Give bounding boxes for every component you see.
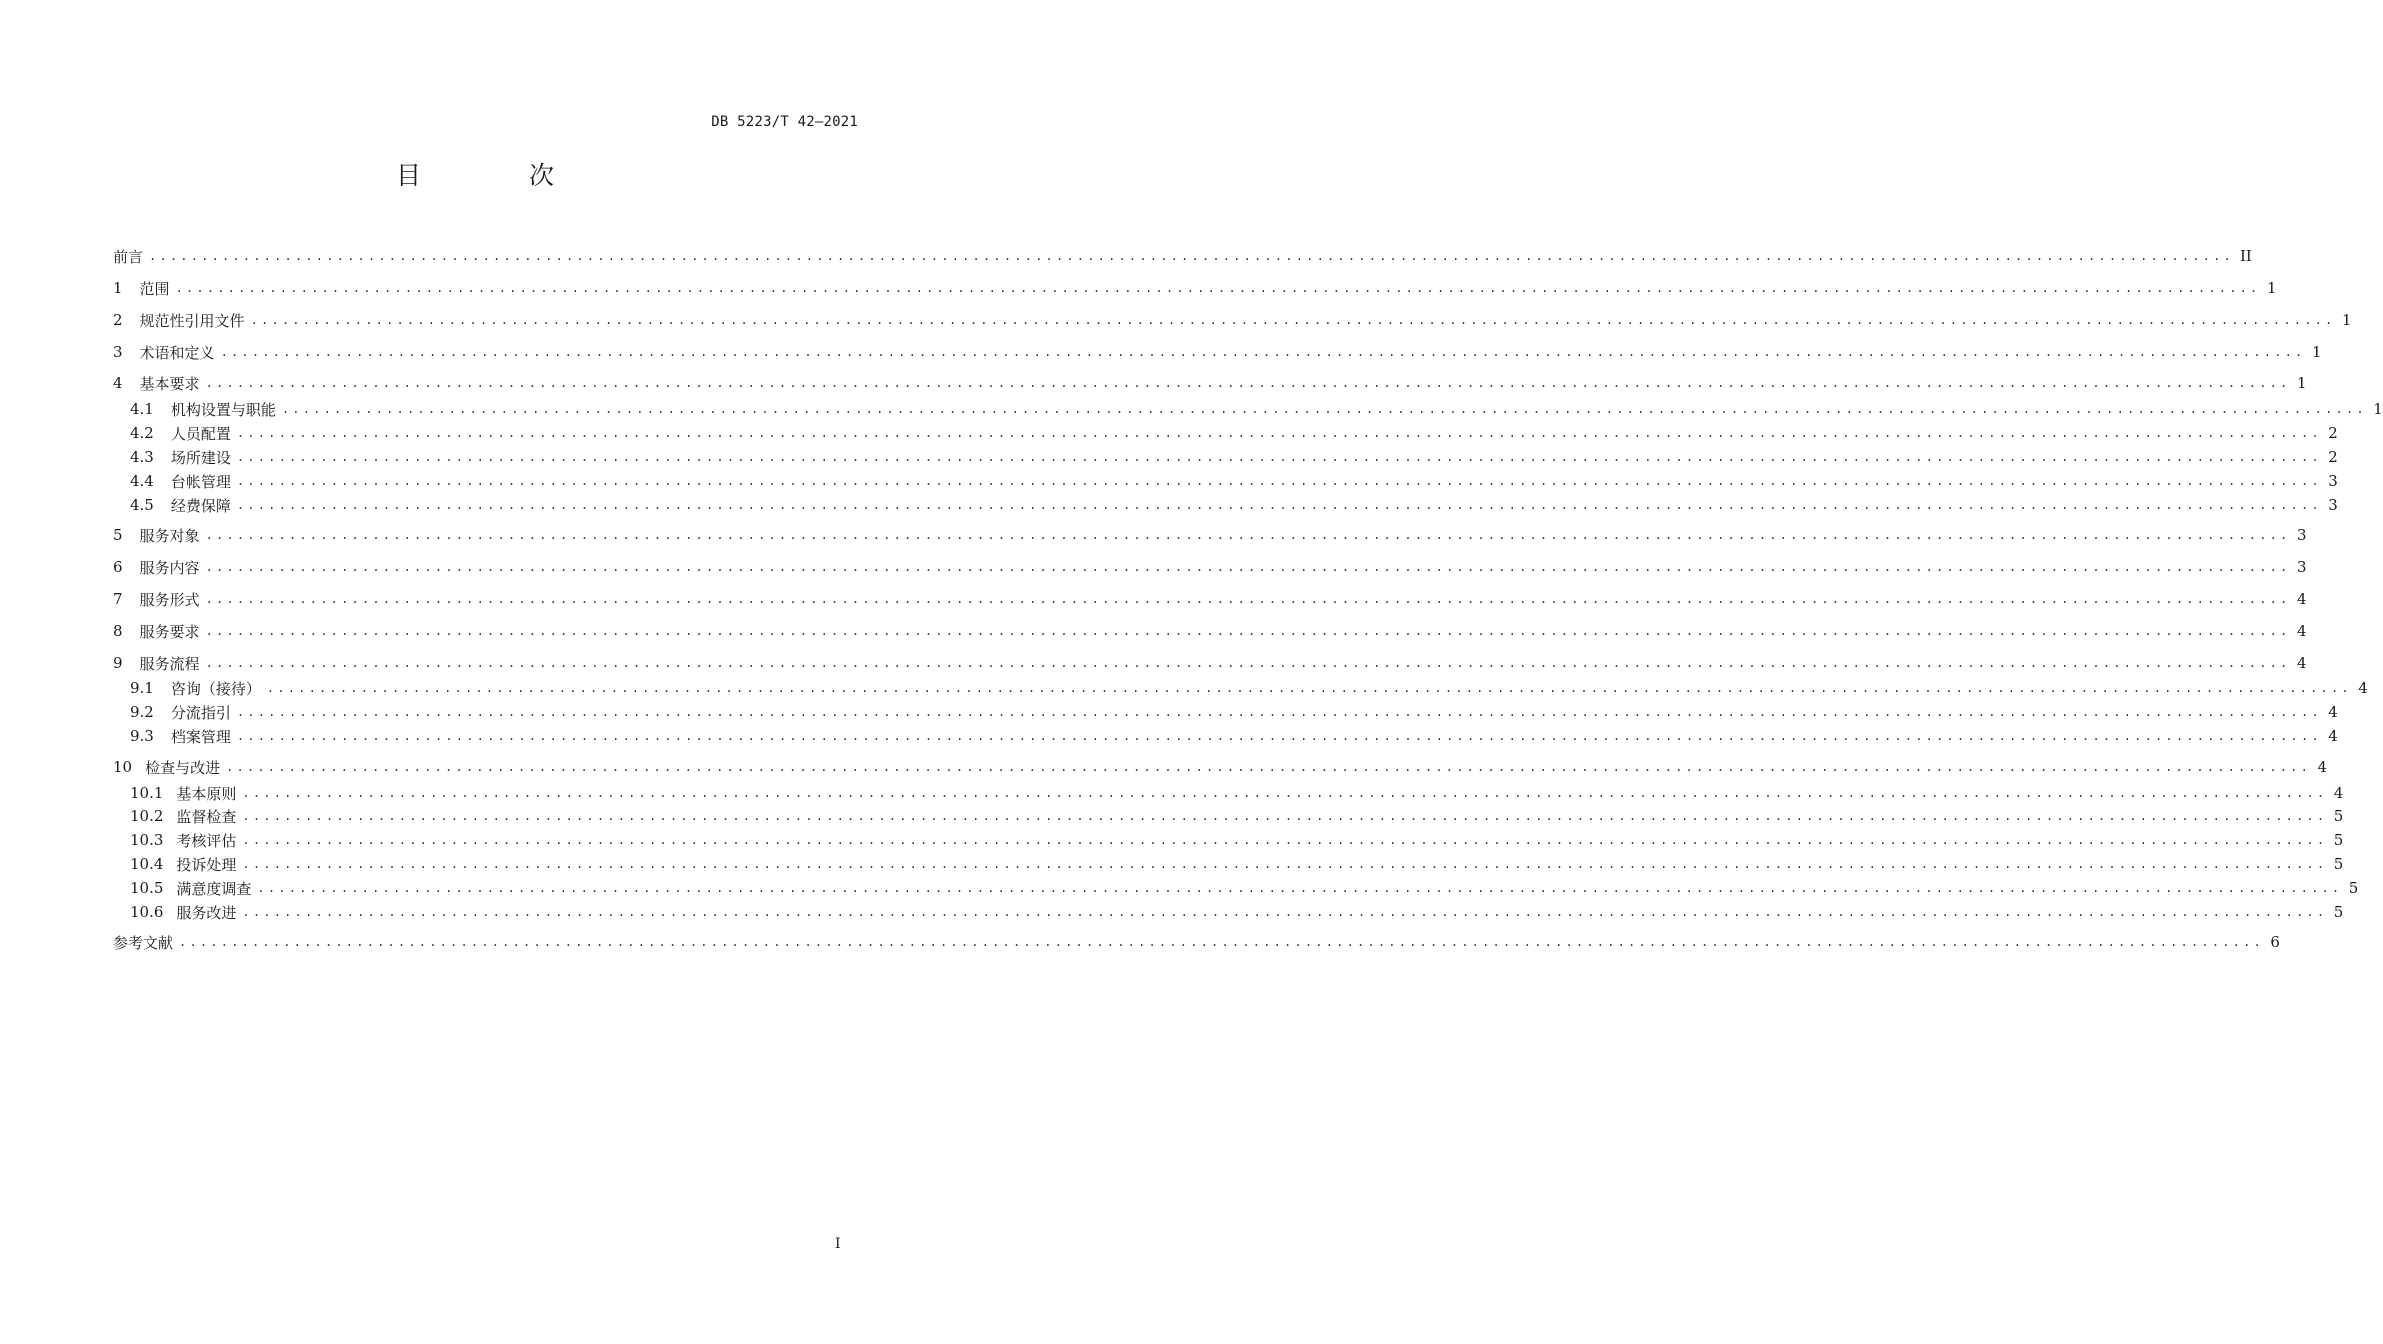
toc-entry-number: 9.1 [130, 679, 154, 697]
toc-entry[interactable] [113, 398, 2383, 420]
toc-entry-label: 服务对象 [139, 526, 200, 545]
toc-entry-label: 咨询（接待） [170, 679, 261, 698]
toc-leader-dots: ........................................................................................................................................................................................................ [205, 528, 2291, 542]
toc-entry-page: 1 [2266, 279, 2277, 297]
toc-entry[interactable] [113, 677, 2368, 699]
toc-entry-label: 经费保障 [170, 496, 231, 515]
toc-entry-number: 10.1 [130, 784, 164, 802]
toc-entry-label: 场所建设 [170, 448, 231, 467]
toc-entry-number: 5 [113, 526, 123, 544]
toc-entry-page: 5 [2333, 903, 2344, 921]
toc-leader-dots: ........................................................................................................................................................................................................ [236, 426, 2322, 440]
toc-entry-number: 10.2 [130, 807, 164, 825]
toc-leader-dots: ........................................................................................................................................................................................................ [250, 313, 2336, 327]
toc-entry-label: 服务流程 [139, 654, 200, 673]
toc-entry-number: 10 [113, 758, 133, 776]
toc-leader-dots: ........................................................................................................................................................................................................ [205, 560, 2291, 574]
toc-entry-number: 4.1 [130, 400, 154, 418]
toc-leader-dots: ........................................................................................................................................................................................................ [226, 760, 2312, 774]
toc-leader-dots: ........................................................................................................................................................................................................ [281, 402, 2367, 416]
toc-entry-page: 2 [2328, 448, 2338, 466]
toc-entry[interactable] [113, 756, 2328, 778]
toc-entry-page: 1 [2296, 374, 2307, 392]
toc-leader-dots: ........................................................................................................................................................................................................ [220, 345, 2306, 359]
toc-entry-page: 5 [2333, 855, 2344, 873]
toc-entry[interactable] [113, 725, 2338, 747]
toc-entry-page: 5 [2348, 879, 2359, 897]
toc-leader-dots: ........................................................................................................................................................................................................ [205, 376, 2291, 390]
toc-leader-dots: ........................................................................................................................................................................................................ [236, 729, 2322, 743]
toc-entry-label: 考核评估 [176, 831, 237, 850]
toc-entry[interactable] [113, 931, 2280, 953]
toc-entry-label: 规范性引用文件 [139, 311, 245, 330]
toc-entry-number: 4.2 [130, 424, 154, 442]
toc-entry-number: 10.4 [130, 855, 164, 873]
toc-leader-dots: ........................................................................................................................................................................................................ [242, 809, 2328, 823]
toc-entry-page: 4 [2333, 784, 2344, 802]
toc-leader-dots: ........................................................................................................................................................................................................ [205, 592, 2291, 606]
toc-entry-page: 6 [2270, 933, 2280, 951]
toc-entry-number: 8 [113, 622, 123, 640]
toc-entry-page: 3 [2328, 472, 2338, 490]
toc-entry-page: 3 [2296, 558, 2307, 576]
toc-leader-dots: ........................................................................................................................................................................................................ [236, 474, 2322, 488]
toc-entry-number: 10.6 [130, 903, 164, 921]
toc-leader-dots: ........................................................................................................................................................................................................ [205, 656, 2291, 670]
toc-entry-number: 6 [113, 558, 123, 576]
toc-entry-label: 前言 [113, 247, 144, 266]
toc-leader-dots: ........................................................................................................................................................................................................ [266, 681, 2352, 695]
toc-leader-dots: ........................................................................................................................................................................................................ [179, 935, 2264, 949]
toc-entry-label: 术语和定义 [139, 343, 215, 362]
toc-entry[interactable] [113, 877, 2359, 899]
toc-leader-dots: ........................................................................................................................................................................................................ [205, 624, 2291, 638]
toc-entry-page: 5 [2333, 807, 2344, 825]
toc-entry-label: 满意度调查 [176, 879, 252, 898]
document-code: DB 5223/T 42—2021 [711, 114, 858, 130]
toc-entry-number: 10.5 [130, 879, 164, 897]
toc-entry-label: 服务改进 [176, 903, 237, 922]
toc-entry-label: 参考文献 [113, 933, 174, 952]
toc-leader-dots: ........................................................................................................................................................................................................ [236, 498, 2322, 512]
toc-entry-page: 4 [2296, 590, 2307, 608]
toc-entry[interactable] [113, 494, 2338, 516]
toc-entry[interactable] [113, 701, 2338, 723]
toc-entry[interactable] [113, 588, 2307, 610]
toc-entry-number: 7 [113, 590, 123, 608]
toc-entry-page: 4 [2358, 679, 2368, 697]
toc-entry-page: 1 [2373, 400, 2383, 418]
toc-entry[interactable] [113, 853, 2344, 875]
toc-entry-label: 台帐管理 [170, 472, 231, 491]
toc-entry[interactable] [113, 309, 2352, 331]
toc-entry[interactable] [113, 245, 2252, 267]
toc-entry-number: 4.4 [130, 472, 154, 490]
toc-entry-label: 投诉处理 [176, 855, 237, 874]
toc-entry-page: 3 [2328, 496, 2338, 514]
toc-entry-label: 基本要求 [139, 374, 200, 393]
toc-entry-label: 检查与改进 [145, 758, 221, 777]
toc-entry-number: 9 [113, 654, 123, 672]
toc-entry-page: 4 [2296, 654, 2307, 672]
toc-entry-page: II [2239, 247, 2252, 265]
toc-entry[interactable] [113, 782, 2344, 804]
toc-entry-label: 档案管理 [170, 727, 231, 746]
toc-entry-number: 1 [113, 279, 123, 297]
toc-leader-dots: ........................................................................................................................................................................................................ [242, 905, 2328, 919]
toc-entry-label: 服务形式 [139, 590, 200, 609]
page-title: 目 次 [396, 161, 604, 190]
toc-entry[interactable] [113, 901, 2344, 923]
toc-entry[interactable] [113, 277, 2277, 299]
toc-entry-number: 9.2 [130, 703, 154, 721]
toc-entry-page: 5 [2333, 831, 2344, 849]
toc-entry[interactable] [113, 524, 2307, 546]
toc-entry-number: 4.5 [130, 496, 154, 514]
toc-entry-label: 服务要求 [139, 622, 200, 641]
toc-entry-page: 3 [2296, 526, 2307, 544]
toc-entry-label: 基本原则 [176, 784, 237, 803]
toc-entry-page: 1 [2341, 311, 2352, 329]
toc-entry-number: 10.3 [130, 831, 164, 849]
toc-entry-number: 4.3 [130, 448, 154, 466]
toc-entry-number: 2 [113, 311, 123, 329]
toc-entry-page: 4 [2317, 758, 2328, 776]
toc-leader-dots: ........................................................................................................................................................................................................ [242, 833, 2328, 847]
toc-leader-dots: ........................................................................................................................................................................................................ [149, 249, 2234, 263]
toc-entry-label: 人员配置 [170, 424, 231, 443]
toc-entry[interactable] [113, 446, 2338, 468]
page-number: I [835, 1236, 841, 1252]
toc-leader-dots: ........................................................................................................................................................................................................ [236, 705, 2322, 719]
toc-entry-label: 服务内容 [139, 558, 200, 577]
toc-entry-page: 1 [2311, 343, 2322, 361]
toc-entry-label: 范围 [139, 279, 170, 298]
toc-leader-dots: ........................................................................................................................................................................................................ [236, 450, 2322, 464]
toc-leader-dots: ........................................................................................................................................................................................................ [242, 786, 2328, 800]
toc-entry-page: 4 [2328, 703, 2338, 721]
toc-entry[interactable] [113, 805, 2344, 827]
toc-entry[interactable] [113, 620, 2307, 642]
toc-entry[interactable] [113, 372, 2307, 394]
toc-entry[interactable] [113, 470, 2338, 492]
toc-entry[interactable] [113, 652, 2307, 674]
toc-entry-number: 4 [113, 374, 123, 392]
toc-leader-dots: ........................................................................................................................................................................................................ [175, 281, 2261, 295]
toc-leader-dots: ........................................................................................................................................................................................................ [242, 857, 2328, 871]
toc-entry-page: 4 [2328, 727, 2338, 745]
toc-entry[interactable] [113, 556, 2307, 578]
toc-entry-number: 3 [113, 343, 123, 361]
toc-entry-page: 2 [2328, 424, 2338, 442]
toc-entry[interactable] [113, 829, 2344, 851]
toc-entry-label: 分流指引 [170, 703, 231, 722]
toc-entry-label: 监督检查 [176, 807, 237, 826]
toc-entry-label: 机构设置与职能 [170, 400, 276, 419]
toc-entry-page: 4 [2296, 622, 2307, 640]
toc-entry-number: 9.3 [130, 727, 154, 745]
toc-entry[interactable] [113, 422, 2338, 444]
toc-entry[interactable] [113, 341, 2322, 363]
toc-leader-dots: ........................................................................................................................................................................................................ [257, 881, 2343, 895]
